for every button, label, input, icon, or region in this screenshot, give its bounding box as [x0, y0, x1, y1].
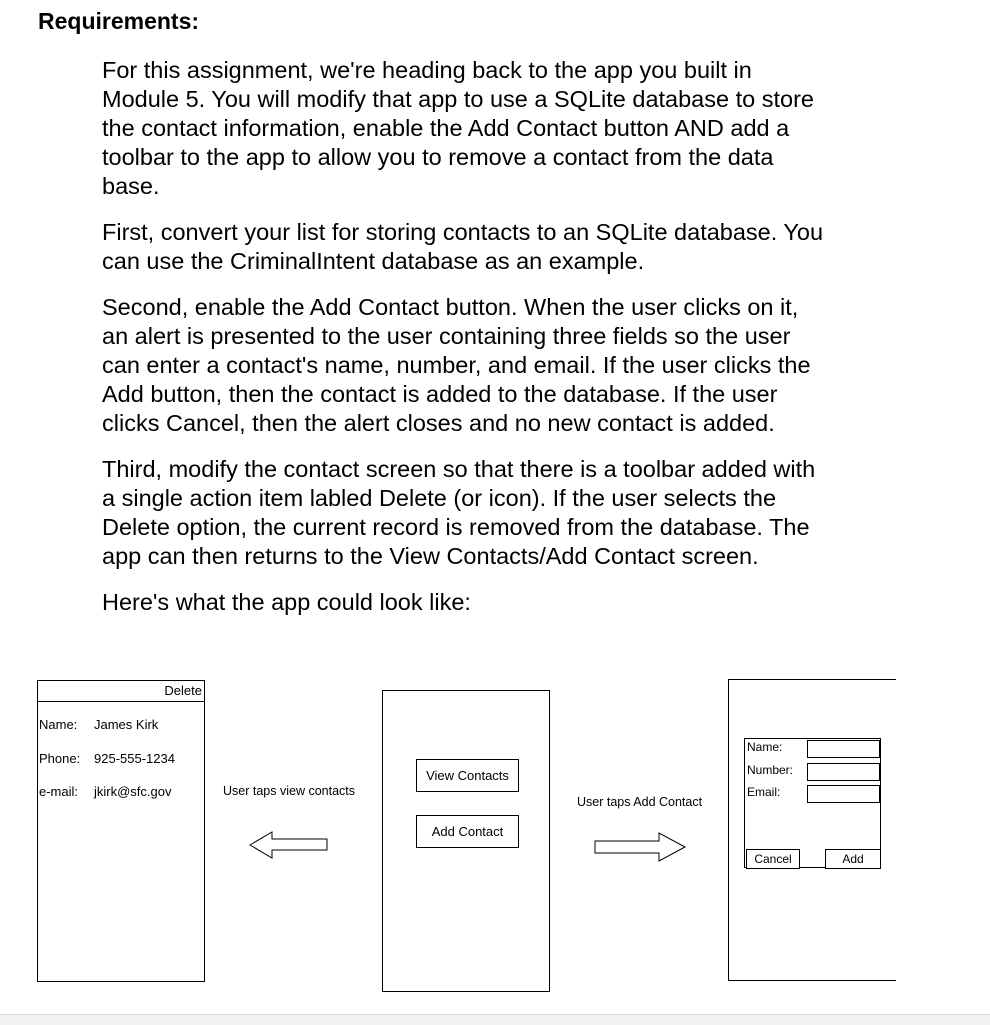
name-input[interactable] [807, 740, 880, 758]
field-value: 925-555-1234 [94, 751, 175, 766]
paragraph-intro: For this assignment, we're heading back to the app you built in Module 5. You will modify that app to use a SQLite database to store the contact information, enable the Add Contact button AND add a toolbar to the app to allow you to remove a contact from the data base. [102, 57, 814, 199]
requirements-body [102, 56, 932, 634]
view-contacts-button[interactable]: View Contacts [416, 759, 519, 792]
email-input[interactable] [807, 785, 880, 803]
field-value: jkirk@sfc.gov [94, 784, 172, 799]
cancel-button[interactable]: Cancel [746, 849, 800, 869]
dialog-label-name: Name: [747, 740, 783, 754]
paragraph-first-step: First, convert your list for storing contacts to an SQLite database. You can use the CriminalIntent database as an example. [102, 219, 824, 274]
number-input[interactable] [807, 763, 880, 781]
caption-view-contacts: User taps view contacts [223, 784, 355, 798]
paragraph-preview: Here's what the app could look like: [102, 589, 471, 615]
field-label: e-mail: [39, 784, 79, 799]
field-label: Name: [39, 717, 78, 732]
dialog-label-number: Number: [747, 763, 794, 777]
contact-toolbar [38, 681, 204, 702]
add-contact-dialog [744, 738, 881, 868]
arrow-right-icon [593, 831, 687, 863]
dialog-label-email: Email: [747, 785, 781, 799]
bottom-scroll-region [0, 1014, 990, 1025]
arrow-left-icon [248, 830, 332, 860]
add-contact-button[interactable]: Add Contact [416, 815, 519, 848]
paragraph-second-step: Second, enable the Add Contact button. When the user clicks on it, an alert is presented to the user containing three fields so the user can enter a contact's name, number, and email. If the user clicks the Add button, then the contact is added to the database. If the user clicks Cancel, then the alert closes and no new contact is added. [102, 294, 811, 436]
caption-add-contact: User taps Add Contact [577, 795, 703, 809]
add-contact-screen-mockup [728, 679, 896, 981]
paragraph-third-step: Third, modify the contact screen so that there is a toolbar added with a single action item labled Delete (or icon). If the user selects the Delete option, the current record is removed from the database. The app can then returns to the View Contacts/Add Contact screen. [102, 456, 816, 569]
contact-screen-mockup [37, 680, 205, 982]
field-label: Phone: [39, 751, 81, 766]
field-value: James Kirk [94, 717, 159, 732]
main-screen-mockup [382, 690, 550, 992]
delete-action[interactable]: Delete [164, 683, 202, 698]
page-heading: Requirements: [38, 8, 200, 34]
add-button[interactable]: Add [825, 849, 881, 869]
